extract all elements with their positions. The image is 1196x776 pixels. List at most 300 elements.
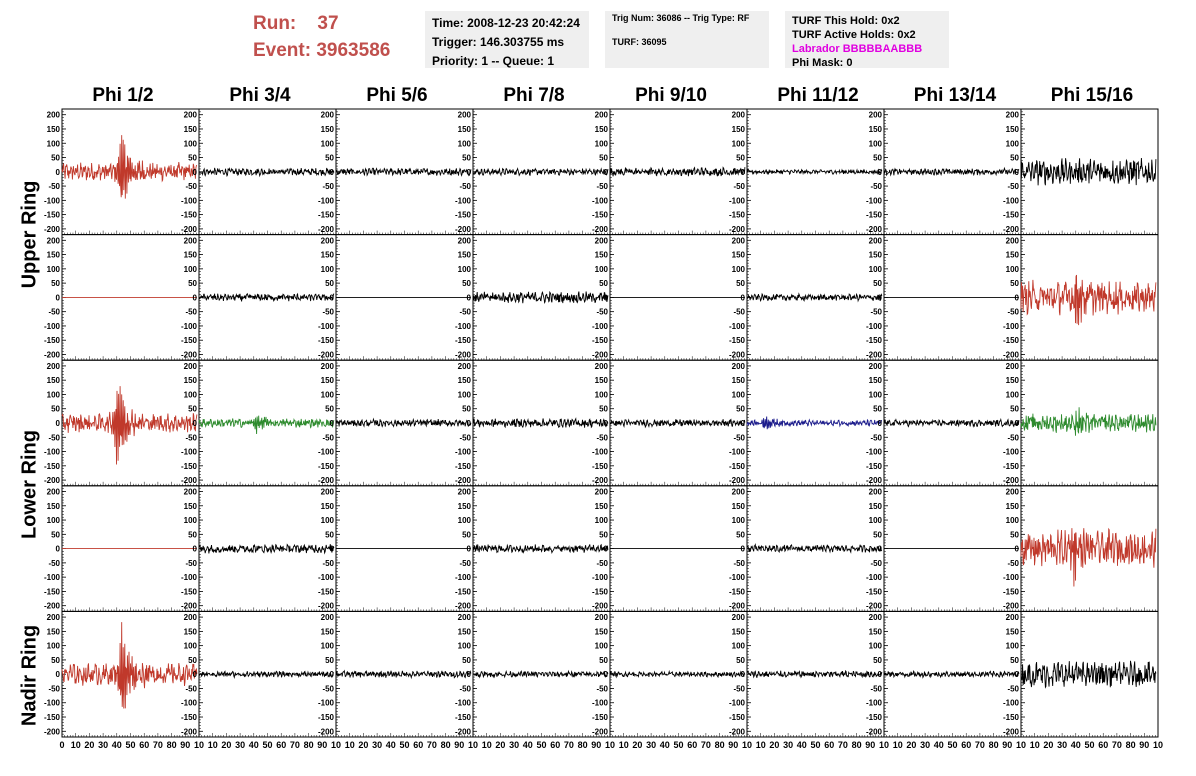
y-tick-label: 50 bbox=[51, 153, 60, 163]
y-tick-label: 150 bbox=[183, 376, 197, 386]
x-tick-label: 70 bbox=[1111, 740, 1122, 750]
x-tick-label: 60 bbox=[1098, 740, 1109, 750]
x-tick-label: 20 bbox=[769, 740, 780, 750]
y-tick-label: -200 bbox=[865, 350, 882, 360]
x-tick-label: 10 bbox=[604, 740, 616, 750]
y-tick-label: 100 bbox=[320, 139, 334, 149]
y-tick-label: -100 bbox=[180, 698, 197, 708]
turf-line: TURF: 36095 bbox=[612, 37, 667, 47]
y-tick-label: 50 bbox=[325, 655, 334, 665]
y-tick-label: -200 bbox=[454, 350, 471, 360]
y-tick-label: 100 bbox=[457, 516, 471, 526]
x-tick-label: 10 bbox=[878, 740, 890, 750]
y-tick-label: -150 bbox=[180, 210, 197, 220]
y-tick-label: 200 bbox=[594, 110, 608, 120]
y-tick-label: -200 bbox=[728, 727, 745, 737]
waveform-trace bbox=[884, 168, 1019, 175]
waveform-trace bbox=[610, 167, 745, 176]
y-tick-label: 150 bbox=[1005, 376, 1019, 386]
y-tick-label: 200 bbox=[183, 487, 197, 497]
y-tick-label: -150 bbox=[865, 461, 882, 471]
y-tick-label: 200 bbox=[46, 487, 60, 497]
y-tick-label: 100 bbox=[320, 264, 334, 274]
waveform-trace bbox=[473, 169, 608, 176]
y-tick-label: 150 bbox=[457, 124, 471, 134]
x-tick-label: 40 bbox=[385, 740, 396, 750]
y-tick-label: 200 bbox=[594, 613, 608, 623]
waveform-trace bbox=[336, 671, 471, 678]
y-tick-label: 200 bbox=[46, 613, 60, 623]
y-tick-label: -50 bbox=[596, 307, 608, 317]
y-tick-label: 100 bbox=[320, 641, 334, 651]
waveform-trace bbox=[610, 419, 745, 427]
y-tick-label: -100 bbox=[728, 698, 745, 708]
y-tick-label: 100 bbox=[594, 641, 608, 651]
waveform-trace bbox=[199, 670, 334, 680]
x-tick-label: 60 bbox=[276, 740, 287, 750]
y-tick-label: 0 bbox=[329, 419, 334, 428]
y-tick-label: -150 bbox=[317, 713, 334, 723]
y-tick-label: 200 bbox=[457, 613, 471, 623]
y-tick-label: 150 bbox=[594, 124, 608, 134]
y-tick-label: 150 bbox=[594, 627, 608, 637]
turf-hold-line: TURF This Hold: 0x2 bbox=[792, 15, 900, 27]
y-tick-label: 50 bbox=[873, 153, 882, 163]
y-tick-label: -50 bbox=[185, 182, 197, 192]
y-tick-label: -50 bbox=[870, 684, 882, 694]
y-tick-label: -100 bbox=[180, 196, 197, 206]
y-tick-label: -150 bbox=[591, 210, 608, 220]
y-tick-label: -150 bbox=[1002, 336, 1019, 346]
y-tick-label: 50 bbox=[873, 530, 882, 540]
x-tick-label: 10 bbox=[330, 740, 342, 750]
y-tick-label: -50 bbox=[48, 307, 60, 317]
y-tick-label: -150 bbox=[1002, 587, 1019, 597]
col-title-phi-1-2: Phi 1/2 bbox=[92, 85, 154, 106]
y-tick-label: -150 bbox=[454, 336, 471, 346]
x-tick-label: 70 bbox=[289, 740, 300, 750]
y-tick-label: -150 bbox=[317, 210, 334, 220]
y-tick-label: 200 bbox=[320, 613, 334, 623]
y-tick-label: 100 bbox=[1005, 516, 1019, 526]
y-tick-label: -50 bbox=[733, 684, 745, 694]
x-tick-label: 90 bbox=[454, 740, 465, 750]
row-title-lower-ring: Lower Ring bbox=[18, 430, 41, 539]
y-tick-label: 200 bbox=[183, 110, 197, 120]
y-tick-label: 50 bbox=[325, 530, 334, 540]
y-tick-label: 200 bbox=[1005, 487, 1019, 497]
x-tick-label: 10 bbox=[70, 740, 81, 750]
y-tick-label: 0 bbox=[192, 293, 197, 303]
y-tick-label: -200 bbox=[591, 476, 608, 486]
y-tick-label: -100 bbox=[43, 321, 60, 331]
y-tick-label: -150 bbox=[591, 713, 608, 723]
x-tick-label: 80 bbox=[440, 740, 451, 750]
x-tick-label: 50 bbox=[673, 740, 684, 750]
y-tick-label: 50 bbox=[1010, 530, 1019, 540]
y-tick-label: 150 bbox=[457, 376, 471, 386]
x-tick-label: 80 bbox=[1125, 740, 1136, 750]
y-tick-label: 50 bbox=[188, 530, 197, 540]
trig-line: Trig Num: 36086 -- Trig Type: RF bbox=[612, 13, 750, 23]
waveform-trace bbox=[884, 420, 1019, 427]
y-tick-label: 100 bbox=[457, 139, 471, 149]
waveform-trace bbox=[199, 294, 334, 302]
y-tick-label: -50 bbox=[322, 684, 334, 694]
y-tick-label: 200 bbox=[1005, 361, 1019, 371]
y-tick-label: -150 bbox=[728, 587, 745, 597]
y-tick-label: 50 bbox=[736, 530, 745, 540]
y-tick-label: -200 bbox=[591, 350, 608, 360]
y-tick-label: -200 bbox=[43, 727, 60, 737]
waveform-trace bbox=[336, 168, 471, 176]
x-tick-label: 20 bbox=[632, 740, 643, 750]
y-tick-label: -150 bbox=[454, 210, 471, 220]
y-tick-label: -200 bbox=[180, 727, 197, 737]
y-tick-label: 200 bbox=[868, 613, 882, 623]
col-title-phi-15-16: Phi 15/16 bbox=[1050, 85, 1134, 106]
y-tick-label: 150 bbox=[731, 501, 745, 511]
x-tick-label: 70 bbox=[837, 740, 848, 750]
y-tick-label: -200 bbox=[728, 350, 745, 360]
y-tick-label: 0 bbox=[603, 293, 608, 303]
y-tick-label: 0 bbox=[740, 293, 745, 303]
y-tick-label: 50 bbox=[599, 279, 608, 289]
waveform-trace bbox=[62, 135, 197, 199]
x-tick-label: 10 bbox=[1015, 740, 1027, 750]
y-tick-label: 50 bbox=[1010, 404, 1019, 414]
x-tick-label: 30 bbox=[646, 740, 657, 750]
y-tick-label: -150 bbox=[43, 713, 60, 723]
y-tick-label: -200 bbox=[454, 476, 471, 486]
y-tick-label: -50 bbox=[459, 182, 471, 192]
y-tick-label: -150 bbox=[180, 713, 197, 723]
y-tick-label: 200 bbox=[868, 110, 882, 120]
y-tick-label: -100 bbox=[865, 321, 882, 331]
x-tick-label: 60 bbox=[550, 740, 561, 750]
y-tick-label: -100 bbox=[43, 573, 60, 583]
y-tick-label: -150 bbox=[43, 336, 60, 346]
y-tick-label: -50 bbox=[322, 307, 334, 317]
x-tick-label: 80 bbox=[166, 740, 177, 750]
y-tick-label: -50 bbox=[870, 433, 882, 443]
y-tick-label: 50 bbox=[1010, 153, 1019, 163]
x-tick-label: 50 bbox=[399, 740, 410, 750]
y-tick-label: 100 bbox=[320, 390, 334, 400]
y-tick-label: -100 bbox=[317, 321, 334, 331]
y-tick-label: -100 bbox=[180, 321, 197, 331]
y-tick-label: -100 bbox=[1002, 321, 1019, 331]
y-tick-label: 100 bbox=[457, 390, 471, 400]
y-tick-label: -50 bbox=[596, 684, 608, 694]
waveform-trace bbox=[473, 419, 608, 428]
y-tick-label: -150 bbox=[317, 587, 334, 597]
y-tick-label: 200 bbox=[868, 361, 882, 371]
y-tick-label: 200 bbox=[1005, 110, 1019, 120]
col-title-phi-3-4: Phi 3/4 bbox=[229, 85, 291, 106]
x-tick-label: 50 bbox=[125, 740, 136, 750]
waveform-trace bbox=[610, 672, 745, 678]
y-tick-label: 100 bbox=[594, 390, 608, 400]
x-tick-label: 40 bbox=[659, 740, 670, 750]
y-tick-label: 100 bbox=[731, 641, 745, 651]
y-tick-label: 200 bbox=[46, 361, 60, 371]
waveform-trace bbox=[1021, 528, 1156, 586]
y-tick-label: 100 bbox=[46, 139, 60, 149]
waveform-trace bbox=[747, 417, 882, 430]
y-tick-label: 0 bbox=[603, 544, 608, 554]
y-tick-label: 150 bbox=[731, 250, 745, 260]
y-tick-label: 200 bbox=[457, 236, 471, 246]
y-tick-label: -50 bbox=[733, 433, 745, 443]
y-tick-label: -50 bbox=[459, 558, 471, 568]
y-tick-label: 150 bbox=[868, 501, 882, 511]
y-tick-label: 100 bbox=[731, 390, 745, 400]
event-value: 3963586 bbox=[316, 40, 391, 61]
x-tick-label: 40 bbox=[1070, 740, 1081, 750]
y-tick-label: -200 bbox=[865, 224, 882, 234]
y-tick-label: -150 bbox=[180, 587, 197, 597]
y-tick-label: 50 bbox=[736, 279, 745, 289]
y-tick-label: -200 bbox=[591, 224, 608, 234]
y-tick-label: -100 bbox=[591, 321, 608, 331]
y-tick-label: 200 bbox=[868, 487, 882, 497]
y-tick-label: 100 bbox=[594, 516, 608, 526]
y-tick-label: -150 bbox=[454, 461, 471, 471]
y-tick-label: -100 bbox=[591, 447, 608, 457]
y-tick-label: -150 bbox=[591, 461, 608, 471]
y-tick-label: 0 bbox=[466, 419, 471, 428]
waveform-trace bbox=[747, 294, 882, 301]
y-tick-label: 0 bbox=[329, 670, 334, 680]
waveform-trace bbox=[199, 544, 334, 553]
y-tick-label: 200 bbox=[457, 110, 471, 120]
y-tick-label: 150 bbox=[320, 501, 334, 511]
x-tick-label: 90 bbox=[180, 740, 191, 750]
y-tick-label: 0 bbox=[55, 419, 60, 428]
y-tick-label: -100 bbox=[865, 196, 882, 206]
y-tick-label: 200 bbox=[320, 236, 334, 246]
y-tick-label: 200 bbox=[183, 236, 197, 246]
y-tick-label: -150 bbox=[728, 210, 745, 220]
y-tick-label: 100 bbox=[1005, 139, 1019, 149]
y-tick-label: 150 bbox=[46, 501, 60, 511]
y-tick-label: 150 bbox=[46, 124, 60, 134]
x-tick-label: 50 bbox=[947, 740, 958, 750]
x-tick-label: 10 bbox=[193, 740, 205, 750]
x-tick-label: 20 bbox=[495, 740, 506, 750]
y-tick-label: -50 bbox=[48, 684, 60, 694]
y-tick-label: 0 bbox=[466, 544, 471, 554]
y-tick-label: 0 bbox=[192, 167, 197, 177]
y-tick-label: 0 bbox=[55, 167, 60, 177]
y-tick-label: 0 bbox=[740, 670, 745, 680]
y-tick-label: -100 bbox=[728, 196, 745, 206]
y-tick-label: 200 bbox=[320, 110, 334, 120]
y-tick-label: 150 bbox=[457, 250, 471, 260]
y-tick-label: 150 bbox=[868, 250, 882, 260]
y-tick-label: 50 bbox=[188, 404, 197, 414]
y-tick-label: 150 bbox=[1005, 501, 1019, 511]
y-tick-label: 150 bbox=[594, 501, 608, 511]
y-tick-label: 0 bbox=[603, 670, 608, 680]
phimask-line: Phi Mask: 0 bbox=[792, 57, 853, 69]
y-tick-label: -50 bbox=[459, 307, 471, 317]
row-title-upper-ring: Upper Ring bbox=[18, 180, 41, 289]
y-tick-label: -100 bbox=[180, 573, 197, 583]
y-tick-label: 200 bbox=[594, 361, 608, 371]
y-tick-label: 50 bbox=[51, 530, 60, 540]
y-tick-label: 200 bbox=[731, 487, 745, 497]
x-tick-label: 30 bbox=[509, 740, 520, 750]
y-tick-label: 200 bbox=[457, 487, 471, 497]
y-tick-label: -200 bbox=[454, 601, 471, 611]
run-label: Run: bbox=[253, 13, 297, 34]
y-tick-label: -200 bbox=[1002, 601, 1019, 611]
y-tick-label: 100 bbox=[457, 264, 471, 274]
x-tick-label: 90 bbox=[728, 740, 739, 750]
x-tick-label: 70 bbox=[563, 740, 574, 750]
y-tick-label: 50 bbox=[325, 404, 334, 414]
y-tick-label: -150 bbox=[591, 336, 608, 346]
y-tick-label: -200 bbox=[1002, 727, 1019, 737]
y-tick-label: -100 bbox=[591, 573, 608, 583]
y-tick-label: 0 bbox=[55, 544, 60, 554]
y-tick-label: 50 bbox=[1010, 279, 1019, 289]
x-tick-label: 80 bbox=[851, 740, 862, 750]
y-tick-label: 0 bbox=[55, 670, 60, 680]
y-tick-label: -200 bbox=[317, 350, 334, 360]
y-tick-label: -100 bbox=[454, 698, 471, 708]
y-tick-label: -150 bbox=[865, 587, 882, 597]
y-tick-label: 50 bbox=[325, 153, 334, 163]
y-tick-label: 0 bbox=[877, 293, 882, 303]
y-tick-label: 150 bbox=[868, 376, 882, 386]
y-tick-label: -100 bbox=[43, 196, 60, 206]
y-tick-label: -200 bbox=[865, 727, 882, 737]
y-tick-label: 50 bbox=[736, 153, 745, 163]
y-tick-label: 150 bbox=[320, 124, 334, 134]
y-tick-label: -100 bbox=[454, 196, 471, 206]
x-tick-label: 70 bbox=[152, 740, 163, 750]
waveform-trace bbox=[199, 168, 334, 176]
event-label: Event: bbox=[253, 40, 312, 61]
y-tick-label: -50 bbox=[1007, 182, 1019, 192]
y-tick-label: 0 bbox=[603, 419, 608, 428]
y-tick-label: 0 bbox=[740, 167, 745, 177]
waveform-trace bbox=[1021, 661, 1156, 688]
y-tick-label: 150 bbox=[46, 250, 60, 260]
y-tick-label: 150 bbox=[1005, 627, 1019, 637]
x-tick-label: 10 bbox=[755, 740, 766, 750]
y-tick-label: 150 bbox=[320, 627, 334, 637]
y-tick-label: 200 bbox=[1005, 613, 1019, 623]
waveform-trace bbox=[747, 671, 882, 678]
x-tick-label: 80 bbox=[303, 740, 314, 750]
y-tick-label: -200 bbox=[1002, 224, 1019, 234]
y-tick-label: -200 bbox=[180, 476, 197, 486]
y-tick-label: 100 bbox=[868, 516, 882, 526]
y-tick-label: 100 bbox=[183, 641, 197, 651]
y-tick-label: 0 bbox=[877, 544, 882, 554]
y-tick-label: 50 bbox=[599, 530, 608, 540]
x-tick-label: 20 bbox=[221, 740, 232, 750]
y-tick-label: -200 bbox=[1002, 350, 1019, 360]
time-line: Time: 2008-12-23 20:42:24 bbox=[432, 16, 580, 30]
y-tick-label: 100 bbox=[320, 516, 334, 526]
y-tick-label: 150 bbox=[457, 627, 471, 637]
x-tick-label: 30 bbox=[372, 740, 383, 750]
y-tick-label: -50 bbox=[733, 307, 745, 317]
y-tick-label: 0 bbox=[1014, 544, 1019, 554]
x-tick-label: 90 bbox=[317, 740, 328, 750]
run-value: 37 bbox=[317, 13, 339, 34]
y-tick-label: -200 bbox=[43, 601, 60, 611]
col-title-phi-9-10: Phi 9/10 bbox=[635, 85, 707, 106]
y-tick-label: 50 bbox=[1010, 655, 1019, 665]
y-tick-label: 150 bbox=[457, 501, 471, 511]
y-tick-label: 100 bbox=[46, 390, 60, 400]
x-tick-label: 40 bbox=[522, 740, 533, 750]
y-tick-label: -100 bbox=[1002, 196, 1019, 206]
waveform-trace bbox=[336, 419, 471, 427]
waveform-trace bbox=[1021, 158, 1156, 185]
y-tick-label: 200 bbox=[320, 487, 334, 497]
x-tick-label: 10 bbox=[618, 740, 629, 750]
y-tick-label: 200 bbox=[731, 613, 745, 623]
y-tick-label: 150 bbox=[731, 124, 745, 134]
row-title-nadir-ring: Nadir Ring bbox=[18, 624, 41, 727]
y-tick-label: 100 bbox=[731, 516, 745, 526]
waveform-trace bbox=[1021, 275, 1156, 325]
y-tick-label: 0 bbox=[1014, 419, 1019, 428]
y-tick-label: 200 bbox=[594, 236, 608, 246]
y-tick-label: 150 bbox=[594, 250, 608, 260]
y-tick-label: -50 bbox=[185, 558, 197, 568]
x-tick-label: 40 bbox=[933, 740, 944, 750]
x-tick-label: 20 bbox=[84, 740, 95, 750]
y-tick-label: -100 bbox=[454, 573, 471, 583]
y-tick-label: -50 bbox=[596, 433, 608, 443]
x-tick-label: 20 bbox=[1043, 740, 1054, 750]
waveform-trace bbox=[473, 292, 608, 304]
y-tick-label: -100 bbox=[43, 447, 60, 457]
y-tick-label: 100 bbox=[183, 139, 197, 149]
priority-line: Priority: 1 -- Queue: 1 bbox=[432, 54, 555, 68]
col-title-phi-7-8: Phi 7/8 bbox=[503, 85, 565, 106]
y-tick-label: 50 bbox=[599, 153, 608, 163]
x-tick-label: 90 bbox=[865, 740, 876, 750]
y-tick-label: -100 bbox=[454, 447, 471, 457]
y-tick-label: -100 bbox=[865, 447, 882, 457]
y-tick-label: 100 bbox=[1005, 641, 1019, 651]
y-tick-label: 0 bbox=[329, 544, 334, 554]
y-tick-label: 150 bbox=[320, 250, 334, 260]
x-tick-label: 70 bbox=[426, 740, 437, 750]
y-tick-label: -150 bbox=[180, 336, 197, 346]
x-tick-label: 10 bbox=[1152, 740, 1164, 750]
y-tick-label: 150 bbox=[594, 376, 608, 386]
col-title-phi-11-12: Phi 11/12 bbox=[777, 85, 859, 106]
y-tick-label: -50 bbox=[185, 684, 197, 694]
y-tick-label: -100 bbox=[728, 321, 745, 331]
x-tick-label: 60 bbox=[687, 740, 698, 750]
y-tick-label: -200 bbox=[1002, 476, 1019, 486]
y-tick-label: -150 bbox=[865, 336, 882, 346]
y-tick-label: -50 bbox=[596, 182, 608, 192]
y-tick-label: 50 bbox=[51, 279, 60, 289]
x-tick-label: 80 bbox=[988, 740, 999, 750]
